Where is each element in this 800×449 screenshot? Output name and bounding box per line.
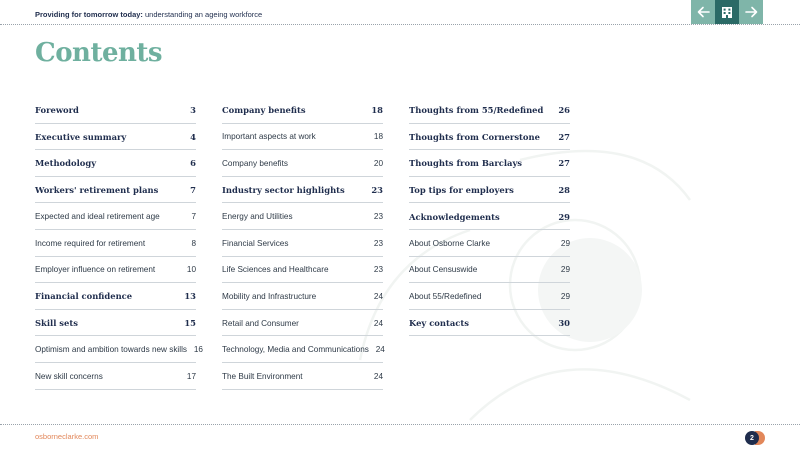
toc-entry-page: 29 xyxy=(560,238,570,248)
toc-entry-page: 28 xyxy=(558,185,570,196)
toc-entry-page: 18 xyxy=(373,132,383,142)
toc-entry[interactable] xyxy=(35,150,196,177)
toc-entry[interactable] xyxy=(222,177,383,204)
toc-entry-label: Financial confidence xyxy=(35,291,133,302)
toc-entry[interactable] xyxy=(35,203,196,230)
toc-entry-page: 29 xyxy=(558,211,570,222)
toc-entry-label: Optimism and ambition towards new skills xyxy=(35,345,187,355)
toc-entry[interactable] xyxy=(35,230,196,257)
toc-entry-label: Life Sciences and Healthcare xyxy=(222,265,329,275)
toc-entry-page: 3 xyxy=(190,105,196,116)
toc-entry-label: Energy and Utilities xyxy=(222,212,293,222)
toc-entry-label: Top tips for employers xyxy=(409,185,514,196)
toc-entry[interactable] xyxy=(409,310,570,337)
toc-entry-page: 23 xyxy=(371,185,383,196)
toc-entry-page: 10 xyxy=(186,265,196,275)
toc-entry[interactable] xyxy=(409,97,570,124)
page-header xyxy=(0,0,800,25)
footer-website-link[interactable]: osborneclarke.com xyxy=(35,432,99,441)
toc-entry[interactable] xyxy=(222,124,383,151)
toc-entry[interactable] xyxy=(409,177,570,204)
toc-entry-page: 23 xyxy=(373,265,383,275)
toc-entry-page: 23 xyxy=(373,238,383,248)
toc-entry-page: 7 xyxy=(190,185,196,196)
toc-entry-label: Methodology xyxy=(35,158,97,169)
toc-entry-page: 26 xyxy=(558,105,570,116)
toc-entry-label: Employer influence on retirement xyxy=(35,265,156,275)
toc-entry[interactable] xyxy=(222,336,383,363)
toc-entry-page: 13 xyxy=(184,291,196,302)
toc-entry-label: Industry sector highlights xyxy=(222,185,345,196)
toc-entry-label: Company benefits xyxy=(222,158,288,168)
toc-entry-page: 24 xyxy=(373,291,383,301)
page-title: Contents xyxy=(35,38,163,68)
toc-entry[interactable] xyxy=(222,203,383,230)
toc-entry-page: 24 xyxy=(373,318,383,328)
toc-entry[interactable] xyxy=(409,230,570,257)
toc-column-1 xyxy=(35,97,203,390)
toc-entry-page: 24 xyxy=(375,345,385,355)
toc-entry-label: New skill concerns xyxy=(35,371,103,381)
header-title-bold: Providing for tomorrow today: xyxy=(35,10,143,19)
toc-entry-label: About Censuswide xyxy=(409,265,478,275)
toc-entry[interactable] xyxy=(409,203,570,230)
toc-entry[interactable] xyxy=(409,283,570,310)
toc-entry[interactable] xyxy=(35,363,196,390)
toc-entry-page: 6 xyxy=(190,158,196,169)
toc-entry-page: 29 xyxy=(560,265,570,275)
toc-entry-page: 8 xyxy=(191,238,196,248)
toc-entry[interactable] xyxy=(35,310,196,337)
toc-entry-label: Retail and Consumer xyxy=(222,318,299,328)
toc-entry-label: Foreword xyxy=(35,105,79,116)
toc-entry[interactable] xyxy=(409,150,570,177)
toc-entry[interactable] xyxy=(222,363,383,390)
toc-entry-page: 4 xyxy=(190,131,196,142)
toc-entry-page: 17 xyxy=(186,371,196,381)
toc-entry[interactable] xyxy=(35,124,196,151)
page-number-badge: 2 xyxy=(745,431,759,445)
toc-entry-page: 24 xyxy=(373,371,383,381)
toc-entry[interactable] xyxy=(35,257,196,284)
toc-entry-label: The Built Environment xyxy=(222,371,303,381)
toc-entry[interactable] xyxy=(222,230,383,257)
toc-entry-label: Important aspects at work xyxy=(222,132,316,142)
toc-entry[interactable] xyxy=(409,257,570,284)
toc-entry-label: Executive summary xyxy=(35,131,127,142)
toc-entry[interactable] xyxy=(222,150,383,177)
toc-entry[interactable] xyxy=(222,310,383,337)
toc-entry[interactable] xyxy=(222,97,383,124)
toc-entry-page: 23 xyxy=(373,212,383,222)
toc-entry-page: 7 xyxy=(191,212,196,222)
toc-entry-page: 29 xyxy=(560,291,570,301)
toc-entry-label: Expected and ideal retirement age xyxy=(35,212,160,222)
toc-entry-label: Income required for retirement xyxy=(35,238,146,248)
toc-entry[interactable] xyxy=(35,283,196,310)
toc-entry-page: 20 xyxy=(373,158,383,168)
footer-divider xyxy=(0,424,800,425)
toc-entry-page: 18 xyxy=(371,105,383,116)
toc-entry-label: Skill sets xyxy=(35,318,78,329)
toc-entry-label: Thoughts from 55/Redefined xyxy=(409,105,544,116)
toc-entry-label: Mobility and Infrastructure xyxy=(222,291,317,301)
toc-entry-label: Company benefits xyxy=(222,105,306,116)
header-title xyxy=(35,10,262,19)
header-title-rest: understanding an ageing workforce xyxy=(142,10,263,19)
toc-entry[interactable] xyxy=(222,283,383,310)
toc-entry-label: Workers' retirement plans xyxy=(35,185,159,196)
toc-entry[interactable] xyxy=(35,177,196,204)
toc-entry[interactable] xyxy=(35,97,196,124)
toc-entry-label: Financial Services xyxy=(222,238,289,248)
toc-entry-label: Thoughts from Barclays xyxy=(409,158,523,169)
toc-column-3 xyxy=(409,97,570,336)
toc-entry[interactable] xyxy=(35,336,203,363)
toc-entry-page: 15 xyxy=(184,318,196,329)
toc-entry[interactable] xyxy=(409,124,570,151)
toc-entry-page: 30 xyxy=(558,318,570,329)
toc-entry-label: Key contacts xyxy=(409,318,469,329)
toc-entry-page: 16 xyxy=(193,345,203,355)
toc-entry-page: 27 xyxy=(558,158,570,169)
toc-entry-label: Technology, Media and Communications xyxy=(222,345,369,355)
toc-entry-page: 27 xyxy=(558,131,570,142)
toc-entry-label: About Osborne Clarke xyxy=(409,238,491,248)
toc-entry-label: Thoughts from Cornerstone xyxy=(409,131,540,142)
toc-entry[interactable] xyxy=(222,257,383,284)
toc-entry-label: Acknowledgements xyxy=(409,211,500,222)
toc-entry-label: About 55/Redefined xyxy=(409,291,482,301)
toc-column-2 xyxy=(222,97,383,390)
